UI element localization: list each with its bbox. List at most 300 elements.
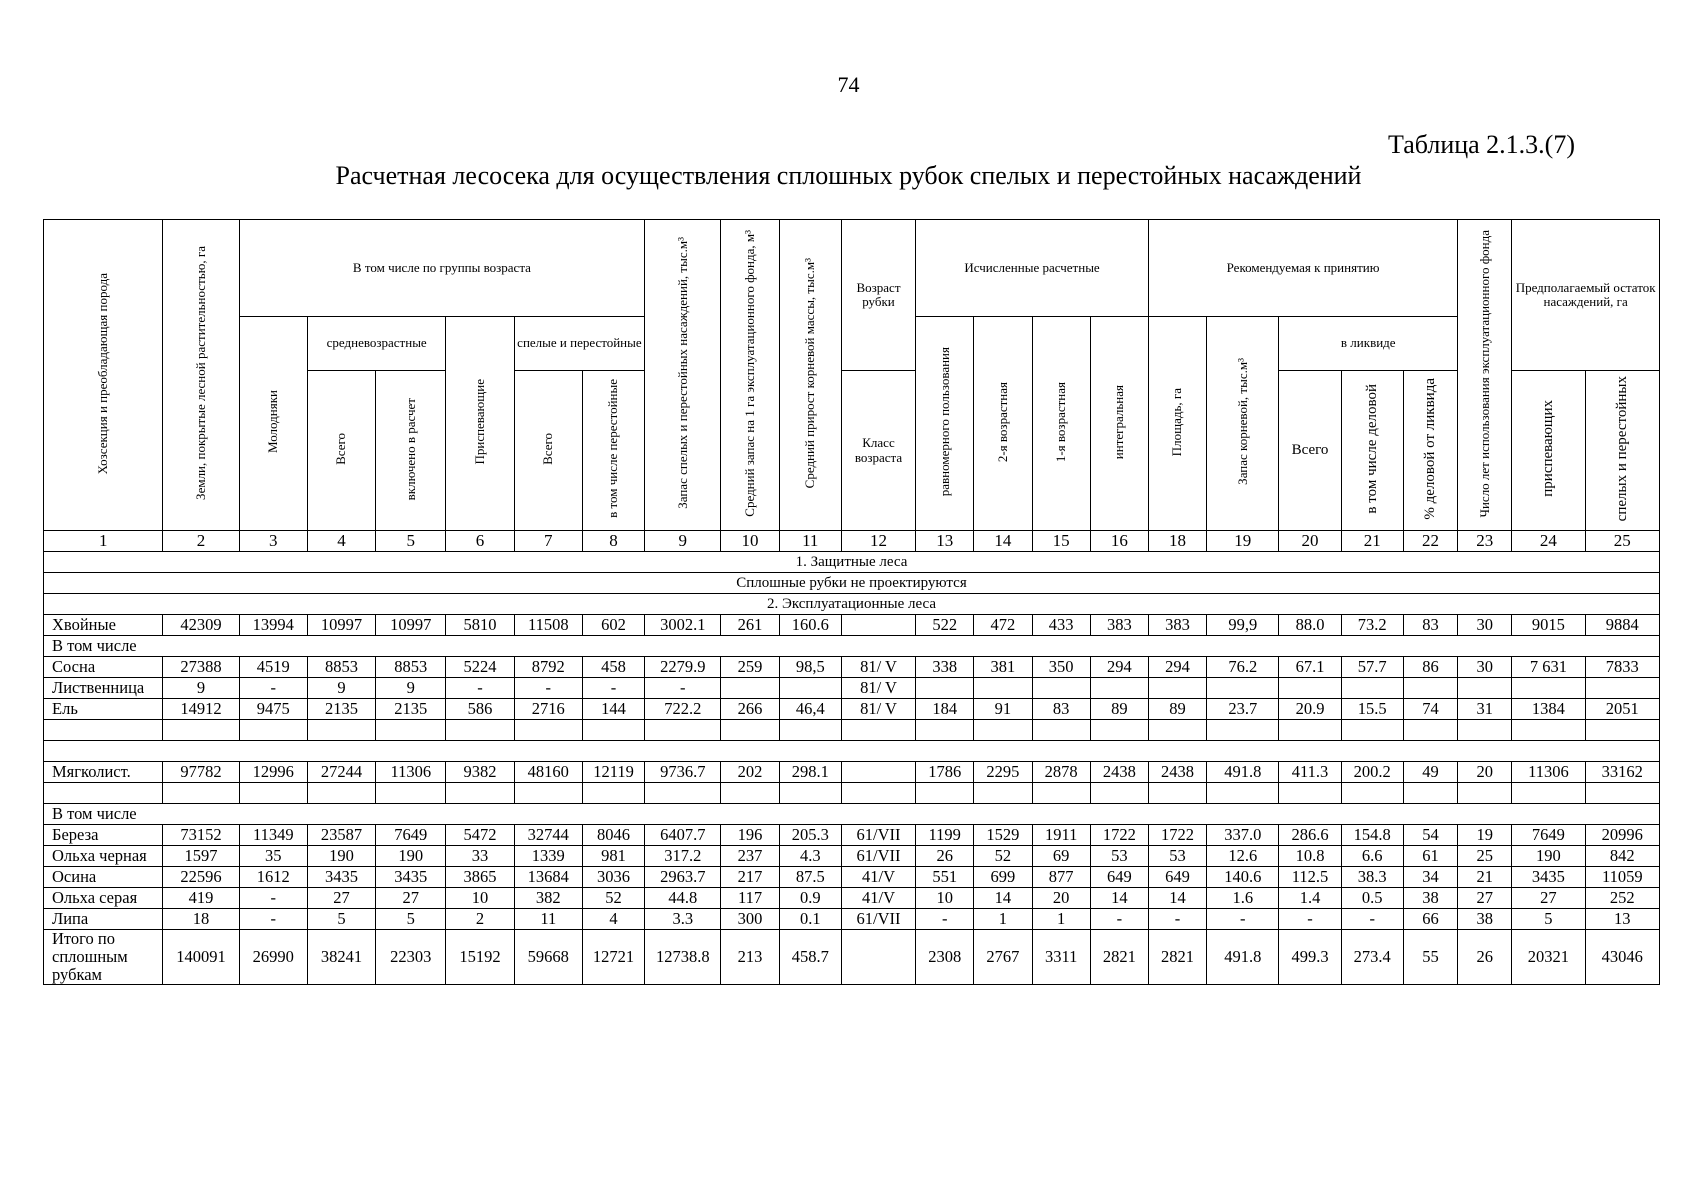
table-cell: 294: [1090, 657, 1148, 678]
table-row: [44, 930, 1660, 985]
row-label: Ольха серая: [44, 888, 163, 909]
empty-cell: [446, 720, 514, 741]
empty-cell: [1032, 783, 1090, 804]
table-cell: 300: [721, 909, 779, 930]
table-cell: 1529: [974, 825, 1032, 846]
table-cell: 54: [1403, 825, 1457, 846]
table-cell: 0.1: [779, 909, 841, 930]
empty-cell: [974, 783, 1032, 804]
table-cell: 57.7: [1341, 657, 1403, 678]
table-cell: 586: [446, 699, 514, 720]
table-cell: [841, 930, 915, 985]
table-cell: 52: [582, 888, 644, 909]
table-cell: 5472: [446, 825, 514, 846]
table-cell: 140091: [163, 930, 239, 985]
empty-cell: [1148, 720, 1206, 741]
table-cell: 12119: [582, 762, 644, 783]
table-cell: 551: [916, 867, 974, 888]
table-cell: 52: [974, 846, 1032, 867]
empty-cell: [376, 783, 446, 804]
table-label: Таблица 2.1.3.(7): [1387, 130, 1575, 159]
table-cell: 8853: [307, 657, 375, 678]
table-cell: 2: [446, 909, 514, 930]
table-cell: 88.0: [1279, 615, 1341, 636]
table-cell: [1032, 678, 1090, 699]
empty-cell: [1341, 783, 1403, 804]
empty-cell: [44, 720, 163, 741]
table-cell: 1.6: [1207, 888, 1279, 909]
table-cell: 317.2: [645, 846, 721, 867]
table-cell: 38: [1403, 888, 1457, 909]
table-cell: 31: [1458, 699, 1512, 720]
table-cell: 1612: [239, 867, 307, 888]
subsection-label: В том числе: [44, 636, 1660, 657]
table-cell: 1384: [1512, 699, 1585, 720]
table-cell: -: [1341, 909, 1403, 930]
table-cell: -: [239, 678, 307, 699]
table-cell: 6.6: [1341, 846, 1403, 867]
table-cell: [1148, 678, 1206, 699]
table-row: [44, 762, 1660, 783]
empty-cell: [1341, 720, 1403, 741]
table-cell: 9884: [1585, 615, 1659, 636]
table-cell: 9736.7: [645, 762, 721, 783]
table-cell: 252: [1585, 888, 1659, 909]
table-cell: 98,5: [779, 657, 841, 678]
table-cell: [1090, 678, 1148, 699]
table-cell: 202: [721, 762, 779, 783]
table-cell: 112.5: [1279, 867, 1341, 888]
table-cell: 3435: [1512, 867, 1585, 888]
table-cell: 27244: [307, 762, 375, 783]
table-row: [44, 699, 1660, 720]
row-label: Липа: [44, 909, 163, 930]
empty-cell: [1512, 720, 1585, 741]
row-label: Сосна: [44, 657, 163, 678]
empty-cell: [1458, 783, 1512, 804]
table-cell: 0.9: [779, 888, 841, 909]
table-cell: 458.7: [779, 930, 841, 985]
table-cell: 2279.9: [645, 657, 721, 678]
table-cell: 11059: [1585, 867, 1659, 888]
table-cell: [1512, 678, 1585, 699]
empty-cell: [514, 720, 582, 741]
table-cell: 14: [974, 888, 1032, 909]
table-cell: 1: [1032, 909, 1090, 930]
table-cell: 69: [1032, 846, 1090, 867]
table-row: [44, 825, 1660, 846]
table-cell: 22596: [163, 867, 239, 888]
table-cell: 38241: [307, 930, 375, 985]
table-cell: 842: [1585, 846, 1659, 867]
table-cell: 3311: [1032, 930, 1090, 985]
table-cell: 35: [239, 846, 307, 867]
header-c8: в том числе перестойные: [582, 371, 644, 531]
table-cell: 21: [1458, 867, 1512, 888]
empty-cell: [779, 783, 841, 804]
table-cell: 30: [1458, 657, 1512, 678]
empty-cell: [239, 783, 307, 804]
table-cell: 1786: [916, 762, 974, 783]
table-cell: 722.2: [645, 699, 721, 720]
table-cell: [1279, 678, 1341, 699]
table-cell: 49: [1403, 762, 1457, 783]
header-c9: Запас спелых и перестойных насаждений, тыс.м³: [645, 220, 721, 531]
table-cell: 491.8: [1207, 930, 1279, 985]
header-cut-age: Возраст рубки: [841, 220, 915, 371]
table-cell: 4.3: [779, 846, 841, 867]
table-cell: 2821: [1148, 930, 1206, 985]
table-cell: 5: [1512, 909, 1585, 930]
empty-cell: [446, 783, 514, 804]
table-cell: 27: [1458, 888, 1512, 909]
empty-cell: [163, 783, 239, 804]
table-cell: 8792: [514, 657, 582, 678]
table-cell: 458: [582, 657, 644, 678]
header-c7: Всего: [514, 371, 582, 531]
table-cell: [974, 678, 1032, 699]
table-cell: 61/VII: [841, 846, 915, 867]
table-cell: 273.4: [1341, 930, 1403, 985]
table-cell: 11306: [1512, 762, 1585, 783]
empty-cell: [974, 720, 1032, 741]
empty-cell: [307, 720, 375, 741]
empty-cell: [916, 720, 974, 741]
header-c19: Запас корневой, тыс.м³: [1207, 317, 1279, 531]
empty-cell: [1403, 783, 1457, 804]
table-cell: 140.6: [1207, 867, 1279, 888]
table-cell: 32744: [514, 825, 582, 846]
table-cell: 9: [307, 678, 375, 699]
table-cell: 83: [1032, 699, 1090, 720]
table-cell: 12721: [582, 930, 644, 985]
section-protective: 1. Защитные леса: [44, 552, 1660, 573]
table-cell: 190: [307, 846, 375, 867]
table-cell: 3435: [376, 867, 446, 888]
header-c4: Всего: [307, 371, 375, 531]
table-cell: 10: [916, 888, 974, 909]
table-cell: 20.9: [1279, 699, 1341, 720]
empty-cell: [1279, 783, 1341, 804]
table-cell: 9: [376, 678, 446, 699]
table-cell: 117: [721, 888, 779, 909]
table-cell: 337.0: [1207, 825, 1279, 846]
table-cell: -: [1279, 909, 1341, 930]
header-calc: Исчисленные расчетные: [916, 220, 1149, 317]
table-cell: -: [239, 909, 307, 930]
table-cell: 13684: [514, 867, 582, 888]
empty-cell: [1279, 720, 1341, 741]
table-cell: 7 631: [1512, 657, 1585, 678]
table-cell: -: [645, 678, 721, 699]
blank-row: [44, 783, 1660, 804]
table-cell: 9015: [1512, 615, 1585, 636]
section-exploitation: 2. Эксплуатационные леса: [44, 594, 1660, 615]
table-cell: 76.2: [1207, 657, 1279, 678]
table-cell: 699: [974, 867, 1032, 888]
table-cell: 602: [582, 615, 644, 636]
table-cell: 10997: [376, 615, 446, 636]
row-label: Хвойные: [44, 615, 163, 636]
empty-cell: [721, 720, 779, 741]
table-cell: 298.1: [779, 762, 841, 783]
table-cell: -: [1090, 909, 1148, 930]
header-c22: % деловой от ликвида: [1403, 371, 1457, 531]
empty-cell: [841, 783, 915, 804]
table-cell: 2135: [307, 699, 375, 720]
table-cell: [779, 678, 841, 699]
header-c20: Всего: [1279, 371, 1341, 531]
table-cell: 499.3: [1279, 930, 1341, 985]
table-cell: 205.3: [779, 825, 841, 846]
table-cell: 33162: [1585, 762, 1659, 783]
table-cell: 41/V: [841, 867, 915, 888]
table-cell: 27388: [163, 657, 239, 678]
table-cell: 1722: [1148, 825, 1206, 846]
table-cell: 12.6: [1207, 846, 1279, 867]
table-cell: -: [582, 678, 644, 699]
table-cell: 73.2: [1341, 615, 1403, 636]
table-cell: 266: [721, 699, 779, 720]
table-cell: 2051: [1585, 699, 1659, 720]
empty-cell: [239, 720, 307, 741]
table-cell: 2295: [974, 762, 1032, 783]
table-cell: 18: [163, 909, 239, 930]
table-cell: 11: [514, 909, 582, 930]
table-cell: 53: [1090, 846, 1148, 867]
table-cell: 53: [1148, 846, 1206, 867]
table-cell: 981: [582, 846, 644, 867]
header-liquid: в ликвиде: [1279, 317, 1458, 371]
table-cell: 381: [974, 657, 1032, 678]
table-cell: 61: [1403, 846, 1457, 867]
table-cell: -: [514, 678, 582, 699]
table-cell: 877: [1032, 867, 1090, 888]
header-c23: Число лет использования эксплуатационного фонда: [1458, 220, 1512, 531]
table-cell: -: [1207, 909, 1279, 930]
table-cell: 89: [1090, 699, 1148, 720]
table-cell: 46,4: [779, 699, 841, 720]
table-cell: 61/VII: [841, 909, 915, 930]
empty-cell: [1403, 720, 1457, 741]
table-cell: 34: [1403, 867, 1457, 888]
row-label: Мягколист.: [44, 762, 163, 783]
empty-cell: [721, 783, 779, 804]
table-cell: -: [446, 678, 514, 699]
table-cell: 13: [1585, 909, 1659, 930]
table-cell: 81/ V: [841, 678, 915, 699]
table-cell: 11349: [239, 825, 307, 846]
table-cell: 10: [446, 888, 514, 909]
table-cell: [1341, 678, 1403, 699]
header-remainder: Предполагаемый остаток насаждений, га: [1512, 220, 1660, 371]
table-cell: 41/V: [841, 888, 915, 909]
table-cell: 13994: [239, 615, 307, 636]
table-cell: 154.8: [1341, 825, 1403, 846]
table-cell: 12996: [239, 762, 307, 783]
table-cell: 33: [446, 846, 514, 867]
empty-cell: [1032, 720, 1090, 741]
table-cell: 2438: [1090, 762, 1148, 783]
table-cell: [1403, 678, 1457, 699]
table-cell: 99,9: [1207, 615, 1279, 636]
table-cell: 522: [916, 615, 974, 636]
empty-cell: [1207, 720, 1279, 741]
table-cell: 3036: [582, 867, 644, 888]
table-cell: 261: [721, 615, 779, 636]
subsection-label: В том числе: [44, 804, 1660, 825]
table-cell: 27: [376, 888, 446, 909]
table-cell: 74: [1403, 699, 1457, 720]
table-cell: 20: [1458, 762, 1512, 783]
table-cell: 66: [1403, 909, 1457, 930]
table-cell: 9382: [446, 762, 514, 783]
table-cell: 8853: [376, 657, 446, 678]
table-cell: 20321: [1512, 930, 1585, 985]
table-cell: 383: [1148, 615, 1206, 636]
table-cell: 5810: [446, 615, 514, 636]
table-cell: 3865: [446, 867, 514, 888]
table-cell: -: [239, 888, 307, 909]
table-cell: 97782: [163, 762, 239, 783]
table-cell: 1.4: [1279, 888, 1341, 909]
table-cell: 1722: [1090, 825, 1148, 846]
empty-cell: [1585, 720, 1659, 741]
row-label: Лиственница: [44, 678, 163, 699]
table-cell: 237: [721, 846, 779, 867]
table-cell: 1911: [1032, 825, 1090, 846]
table-row: [44, 657, 1660, 678]
empty-cell: [1090, 720, 1148, 741]
table-cell: 2716: [514, 699, 582, 720]
header-middle: средневозрастные: [307, 317, 445, 371]
table-cell: 48160: [514, 762, 582, 783]
table-cell: 2821: [1090, 930, 1148, 985]
empty-cell: [645, 783, 721, 804]
table-cell: 1597: [163, 846, 239, 867]
table-cell: 419: [163, 888, 239, 909]
table-cell: -: [1148, 909, 1206, 930]
header-c10: Средний запас на 1 га эксплуатационного фонда, м³: [721, 220, 779, 531]
header-c25: спелых и перестойных: [1585, 371, 1659, 531]
header-c14: 2-я возрастная: [974, 317, 1032, 531]
table-cell: 14: [1090, 888, 1148, 909]
table-cell: 411.3: [1279, 762, 1341, 783]
row-label: Осина: [44, 867, 163, 888]
table-cell: 217: [721, 867, 779, 888]
table-cell: 196: [721, 825, 779, 846]
table-cell: 286.6: [1279, 825, 1341, 846]
row-label: Ольха черная: [44, 846, 163, 867]
blank-row: [44, 741, 1660, 762]
table-cell: 12738.8: [645, 930, 721, 985]
row-label: Итого по сплошным рубкам: [44, 930, 163, 985]
table-cell: 2438: [1148, 762, 1206, 783]
table-cell: 6407.7: [645, 825, 721, 846]
header-c24: приспевающих: [1512, 371, 1585, 531]
table-cell: 200.2: [1341, 762, 1403, 783]
table-cell: 259: [721, 657, 779, 678]
header-recommended: Рекомендуемая к принятию: [1148, 220, 1457, 317]
table-cell: 10.8: [1279, 846, 1341, 867]
empty-cell: [1512, 783, 1585, 804]
table-cell: 4: [582, 909, 644, 930]
empty-cell: [916, 783, 974, 804]
table-cell: 0.5: [1341, 888, 1403, 909]
empty-cell: [582, 783, 644, 804]
table-cell: 59668: [514, 930, 582, 985]
empty-cell: [307, 783, 375, 804]
table-cell: 7649: [376, 825, 446, 846]
table-row: [44, 615, 1660, 636]
header-c5: включено в расчет: [376, 371, 446, 531]
empty-cell: [582, 720, 644, 741]
table-cell: 25: [1458, 846, 1512, 867]
table-cell: 2767: [974, 930, 1032, 985]
empty-cell: [1458, 720, 1512, 741]
table-cell: 81/ V: [841, 657, 915, 678]
table-cell: 55: [1403, 930, 1457, 985]
table-cell: 20: [1032, 888, 1090, 909]
table-cell: [1458, 678, 1512, 699]
table-cell: 15.5: [1341, 699, 1403, 720]
header-c1: Хозсекция и преобладающая порода: [44, 220, 163, 531]
table-cell: 5: [307, 909, 375, 930]
table-title: Расчетная лесосека для осуществления сплошных рубок спелых и перестойных насаждений: [335, 161, 1362, 190]
header-c11: Средний прирост корневой массы, тыс.м³: [779, 220, 841, 531]
table-cell: 190: [376, 846, 446, 867]
table-cell: 15192: [446, 930, 514, 985]
table-cell: 11508: [514, 615, 582, 636]
table-cell: 1199: [916, 825, 974, 846]
header-c3: Молодняки: [239, 317, 307, 531]
table-cell: [841, 615, 915, 636]
table-cell: 87.5: [779, 867, 841, 888]
table-row: [44, 846, 1660, 867]
empty-cell: [376, 720, 446, 741]
header-c21: в том числе деловой: [1341, 371, 1403, 531]
table-cell: 89: [1148, 699, 1206, 720]
table-cell: 42309: [163, 615, 239, 636]
table-cell: 26: [916, 846, 974, 867]
empty-cell: [1585, 783, 1659, 804]
table-cell: 382: [514, 888, 582, 909]
table-cell: 22303: [376, 930, 446, 985]
table-cell: [721, 678, 779, 699]
empty-cell: [645, 720, 721, 741]
table-row: [44, 678, 1660, 699]
empty-cell: [514, 783, 582, 804]
table-cell: 213: [721, 930, 779, 985]
table-cell: 338: [916, 657, 974, 678]
header-c12: Класс возраста: [841, 371, 915, 531]
table-cell: 3.3: [645, 909, 721, 930]
table-cell: 91: [974, 699, 1032, 720]
table-cell: 4519: [239, 657, 307, 678]
table-cell: 27: [1512, 888, 1585, 909]
table-cell: 144: [582, 699, 644, 720]
table-cell: 67.1: [1279, 657, 1341, 678]
header-mature: спелые и перестойные: [514, 317, 645, 371]
column-numbers-row: 1 2 3 4 5 6 7 8 9 10 11 12 13 14 15 16 18 19 20 21 22 23 24 25: [44, 531, 1660, 552]
table-cell: 20996: [1585, 825, 1659, 846]
header-c16: интегральная: [1090, 317, 1148, 531]
table-cell: 2878: [1032, 762, 1090, 783]
table-cell: 2963.7: [645, 867, 721, 888]
table-cell: 83: [1403, 615, 1457, 636]
table-cell: 649: [1148, 867, 1206, 888]
table-row: [44, 909, 1660, 930]
